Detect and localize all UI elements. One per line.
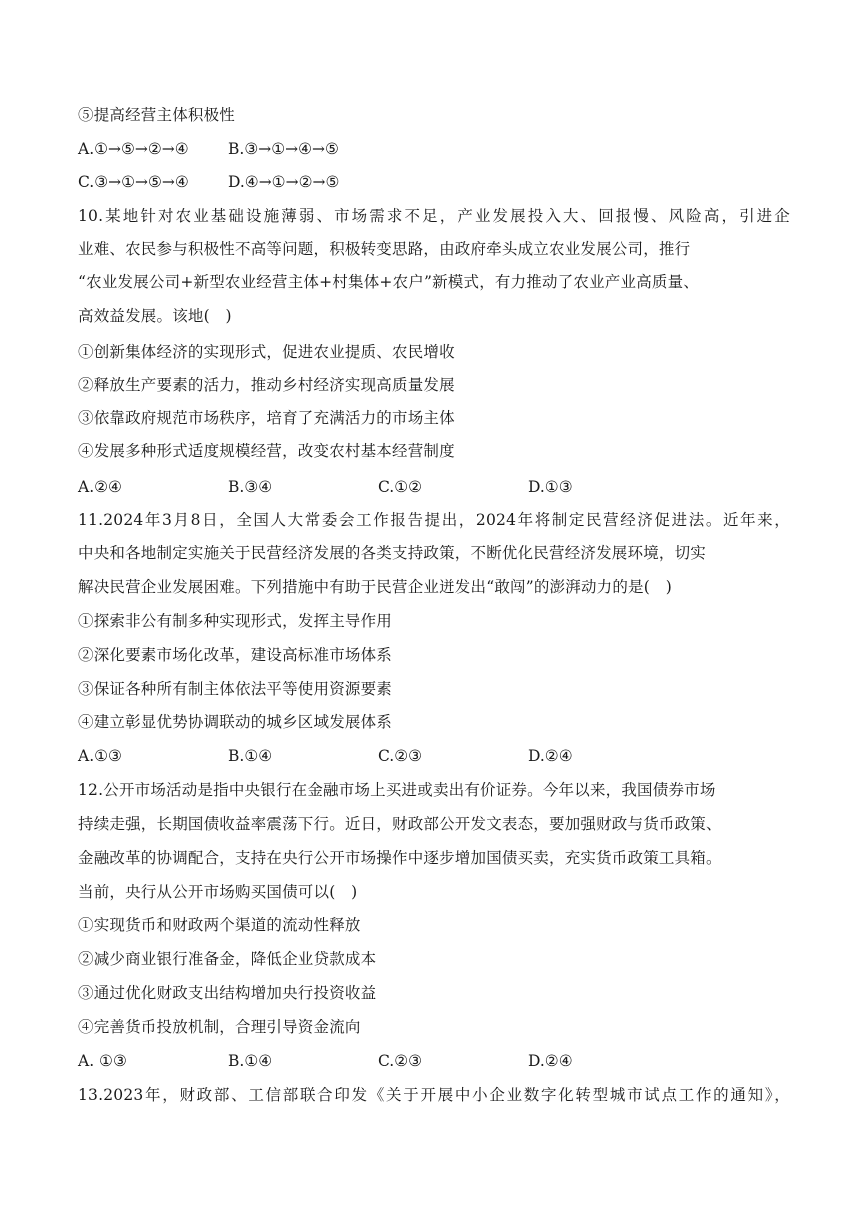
q10-stem-line-2: 业难、农民参与积极性不高等问题，积极转变思路，由政府牵头成立农业发展公司，推行 [78,240,691,258]
q10-option-c: C.①② [378,478,423,496]
q13-stem-line-1: 13.2023年，财政部、工信部联合印发《关于开展中小企业数字化转型城市试点工作的通知》， [78,1086,790,1104]
q9-option-b: B.③→①→④→⑤ [228,140,339,158]
q12-statement-1: ①实现货币和财政两个渠道的流动性释放 [78,916,361,934]
q11-option-c: C.②③ [378,747,423,765]
q10-statement-3: ③依靠政府规范市场秩序，培育了充满活力的市场主体 [78,409,455,427]
q11-statement-1: ①探索非公有制多种实现形式，发挥主导作用 [78,612,393,630]
q10-statement-2: ②释放生产要素的活力，推动乡村经济实现高质量发展 [78,376,455,394]
q12-stem-line-4: 当前，央行从公开市场购买国债可以( ) [78,883,358,901]
q12-stem-line-1: 12.公开市场活动是指中央银行在金融市场上买进或卖出有价证券。今年以来，我国债券市场 [78,781,716,799]
q10-option-a: A.②④ [78,478,122,496]
q12-option-b: B.①④ [228,1052,273,1070]
q11-option-a: A.①③ [78,747,122,765]
q12-stem-line-2: 持续走强，长期国债收益率震荡下行。近日，财政部公开发文表态，要加强财政与货币政策、 [78,815,722,833]
q10-statement-4: ④发展多种形式适度规模经营，改变农村基本经营制度 [78,442,455,460]
q10-option-b: B.③④ [228,478,273,496]
q9-item-5: ⑤提高经营主体积极性 [78,106,236,124]
q12-option-d: D.②④ [528,1052,573,1070]
q10-stem-line-4: 高效益发展。该地( ) [78,307,232,325]
q11-stem-line-2: 中央和各地制定实施关于民营经济发展的各类支持政策，不断优化民营经济发展环境，切实 [78,544,707,562]
q11-statement-3: ③保证各种所有制主体依法平等使用资源要素 [78,680,393,698]
q10-stem-line-3: “农业发展公司+新型农业经营主体+村集体+农户”新模式，有力推动了农业产业高质量、 [78,273,700,291]
q10-statement-1: ①创新集体经济的实现形式，促进农业提质、农民增收 [78,343,455,361]
q12-option-c: C.②③ [378,1052,423,1070]
q12-option-a: A. ①③ [78,1052,127,1070]
q11-stem-line-1: 11.2024年3月8日，全国人大常委会工作报告提出，2024年将制定民营经济促进法。近年来， [78,511,790,529]
q11-stem-line-3: 解决民营企业发展困难。下列措施中有助于民营企业迸发出“敢闯”的澎湃动力的是( ) [78,578,672,596]
q12-statement-4: ④完善货币投放机制，合理引导资金流向 [78,1018,361,1036]
q11-option-b: B.①④ [228,747,273,765]
q12-stem-line-3: 金融改革的协调配合，支持在央行公开市场操作中逐步增加国债买卖，充实货币政策工具箱。 [78,849,722,867]
q10-stem-line-1: 10.某地针对农业基础设施薄弱、市场需求不足，产业发展投入大、回报慢、风险高，引进企 [78,207,790,225]
q9-option-c: C.③→①→⑤→④ [78,173,189,191]
q9-option-d: D.④→①→②→⑤ [228,173,340,191]
q11-statement-2: ②深化要素市场化改革，建设高标准市场体系 [78,646,393,664]
q10-option-d: D.①③ [528,478,573,496]
q11-option-d: D.②④ [528,747,573,765]
q12-statement-2: ②减少商业银行准备金，降低企业贷款成本 [78,950,377,968]
q12-statement-3: ③通过优化财政支出结构增加央行投资收益 [78,984,377,1002]
q11-statement-4: ④建立彰显优势协调联动的城乡区域发展体系 [78,713,393,731]
q9-option-a: A.①→⑤→②→④ [78,140,189,158]
